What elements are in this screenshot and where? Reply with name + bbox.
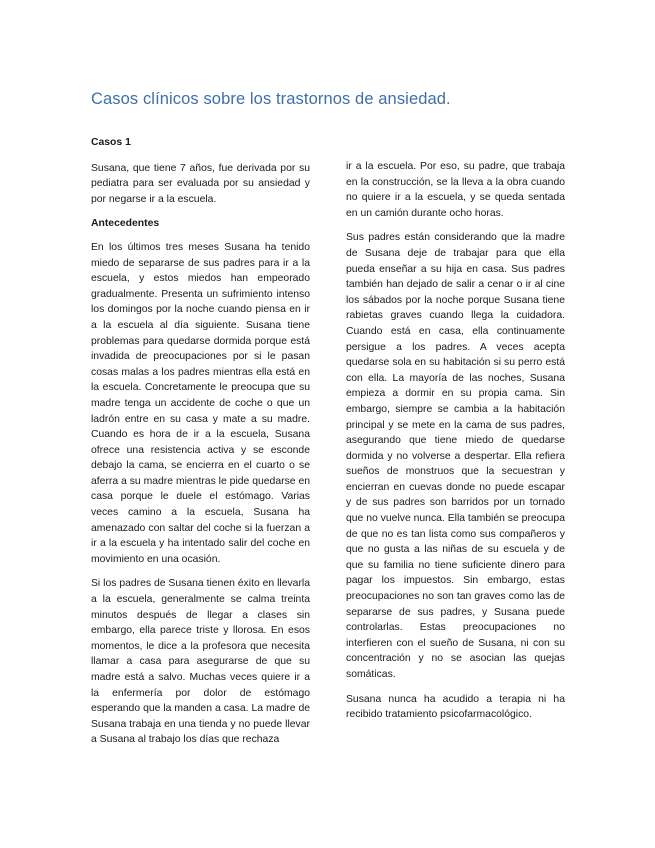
background-heading: Antecedentes [91,218,160,230]
right-paragraph-1: ir a la escuela. Por eso, su padre, que trabaja en la construcción, se la lleva a la obra cuando no quiere ir a la escuela, y se queda sentada en un camión durante ocho horas. [346,161,565,219]
document-title: Casos clínicos sobre los trastornos de ansiedad. [91,90,451,108]
background-paragraph-1: En los últimos tres meses Susana ha tenido miedo de separarse de sus padres para ir a la escuela, y estos miedos han empeorado gradualmente. Presenta un sufrimiento intenso los domingos por la noche cuando piensa en ir a la escuela al día siguiente. Susana tiene problemas para quedarse dormida porque está invadida de preocupaciones por si le pasan cosas malas a los padres mientras ella está en la escuela. Concretamente le preocupa que su madre tenga un accidente de coche o que un ladrón entre en su casa y mate a su madre. Cuando es hora de ir a la escuela, Susana ofrece una resistencia activa y se esconde debajo la cama, se encierra en el cuarto o se aferra a su madre mientras le pide quedarse en casa porque le duele el estómago. Varias veces camino a la escuela, Susana ha amenazado con saltar del coche si la fuerzan a ir a la escuela y ha intentado salir del coche en movimiento en una ocasión. [91,241,310,565]
case-heading: Casos 1 [91,137,131,148]
right-column [346,159,565,732]
right-paragraph-3: Susana nunca ha acudido a terapia ni ha recibido tratamiento psicofarmacológico. [346,693,565,721]
left-column [91,135,310,757]
background-paragraph-2: Si los padres de Susana tienen éxito en llevarla a la escuela, generalmente se calma treinta minutos después de llegar a clases sin embargo, ella parece triste y llorosa. En esos momentos, le dice a la profesora que necesita llamar a casa para asegurarse de que su madre está a salvo. Muchas veces quiere ir a la enfermería por dolor de estómago esperando que la manden a casa. La madre de Susana trabaja en una tienda y no puede llevar a Susana al trabajo los días que rechaza [91,578,310,746]
right-paragraph-2: Sus padres están considerando que la madre de Susana deje de trabajar para que ella pueda enseñar a su hija en casa. Sus padres también han dejado de salir a cenar o ir al cine los sábados por la noche porque Susana tiene rabietas graves cuando llega la cuidadora. Cuando está en casa, ella continuamente persigue a los padres. A veces acepta quedarse sola en su habitación si su perro está con ella. La mayoría de las noches, Susana empieza a dormir en su propia cama. Sin embargo, siempre se cambia a la habitación principal y se mete en la cama de sus padres, asegurando que tiene miedo de quedarse dormida y no volverse a despertar. Ella refiera sueños de monstruos que la secuestran y encierran en cuevas donde no puede escapar y de sus padres son barridos por un tornado que no vuelve nunca. Ella también se preocupa de que no es tan lista como sus compañeros y que no gusta a las niñas de su escuela y de que su familia no tiene suficiente dinero para pagar los impuestos. Sin embargo, estas preocupaciones no son tan graves como las de separarse de sus padres, y Susana puede controlarlas. Estas preocupaciones no interfieren con el sueño de Susana, ni con su concentración y no se asocian las quejas somáticas. [346,232,565,680]
case-intro-paragraph: Susana, que tiene 7 años, fue derivada por su pediatra para ser evaluada por su ansiedad y por negarse ir a la escuela. [91,162,310,205]
